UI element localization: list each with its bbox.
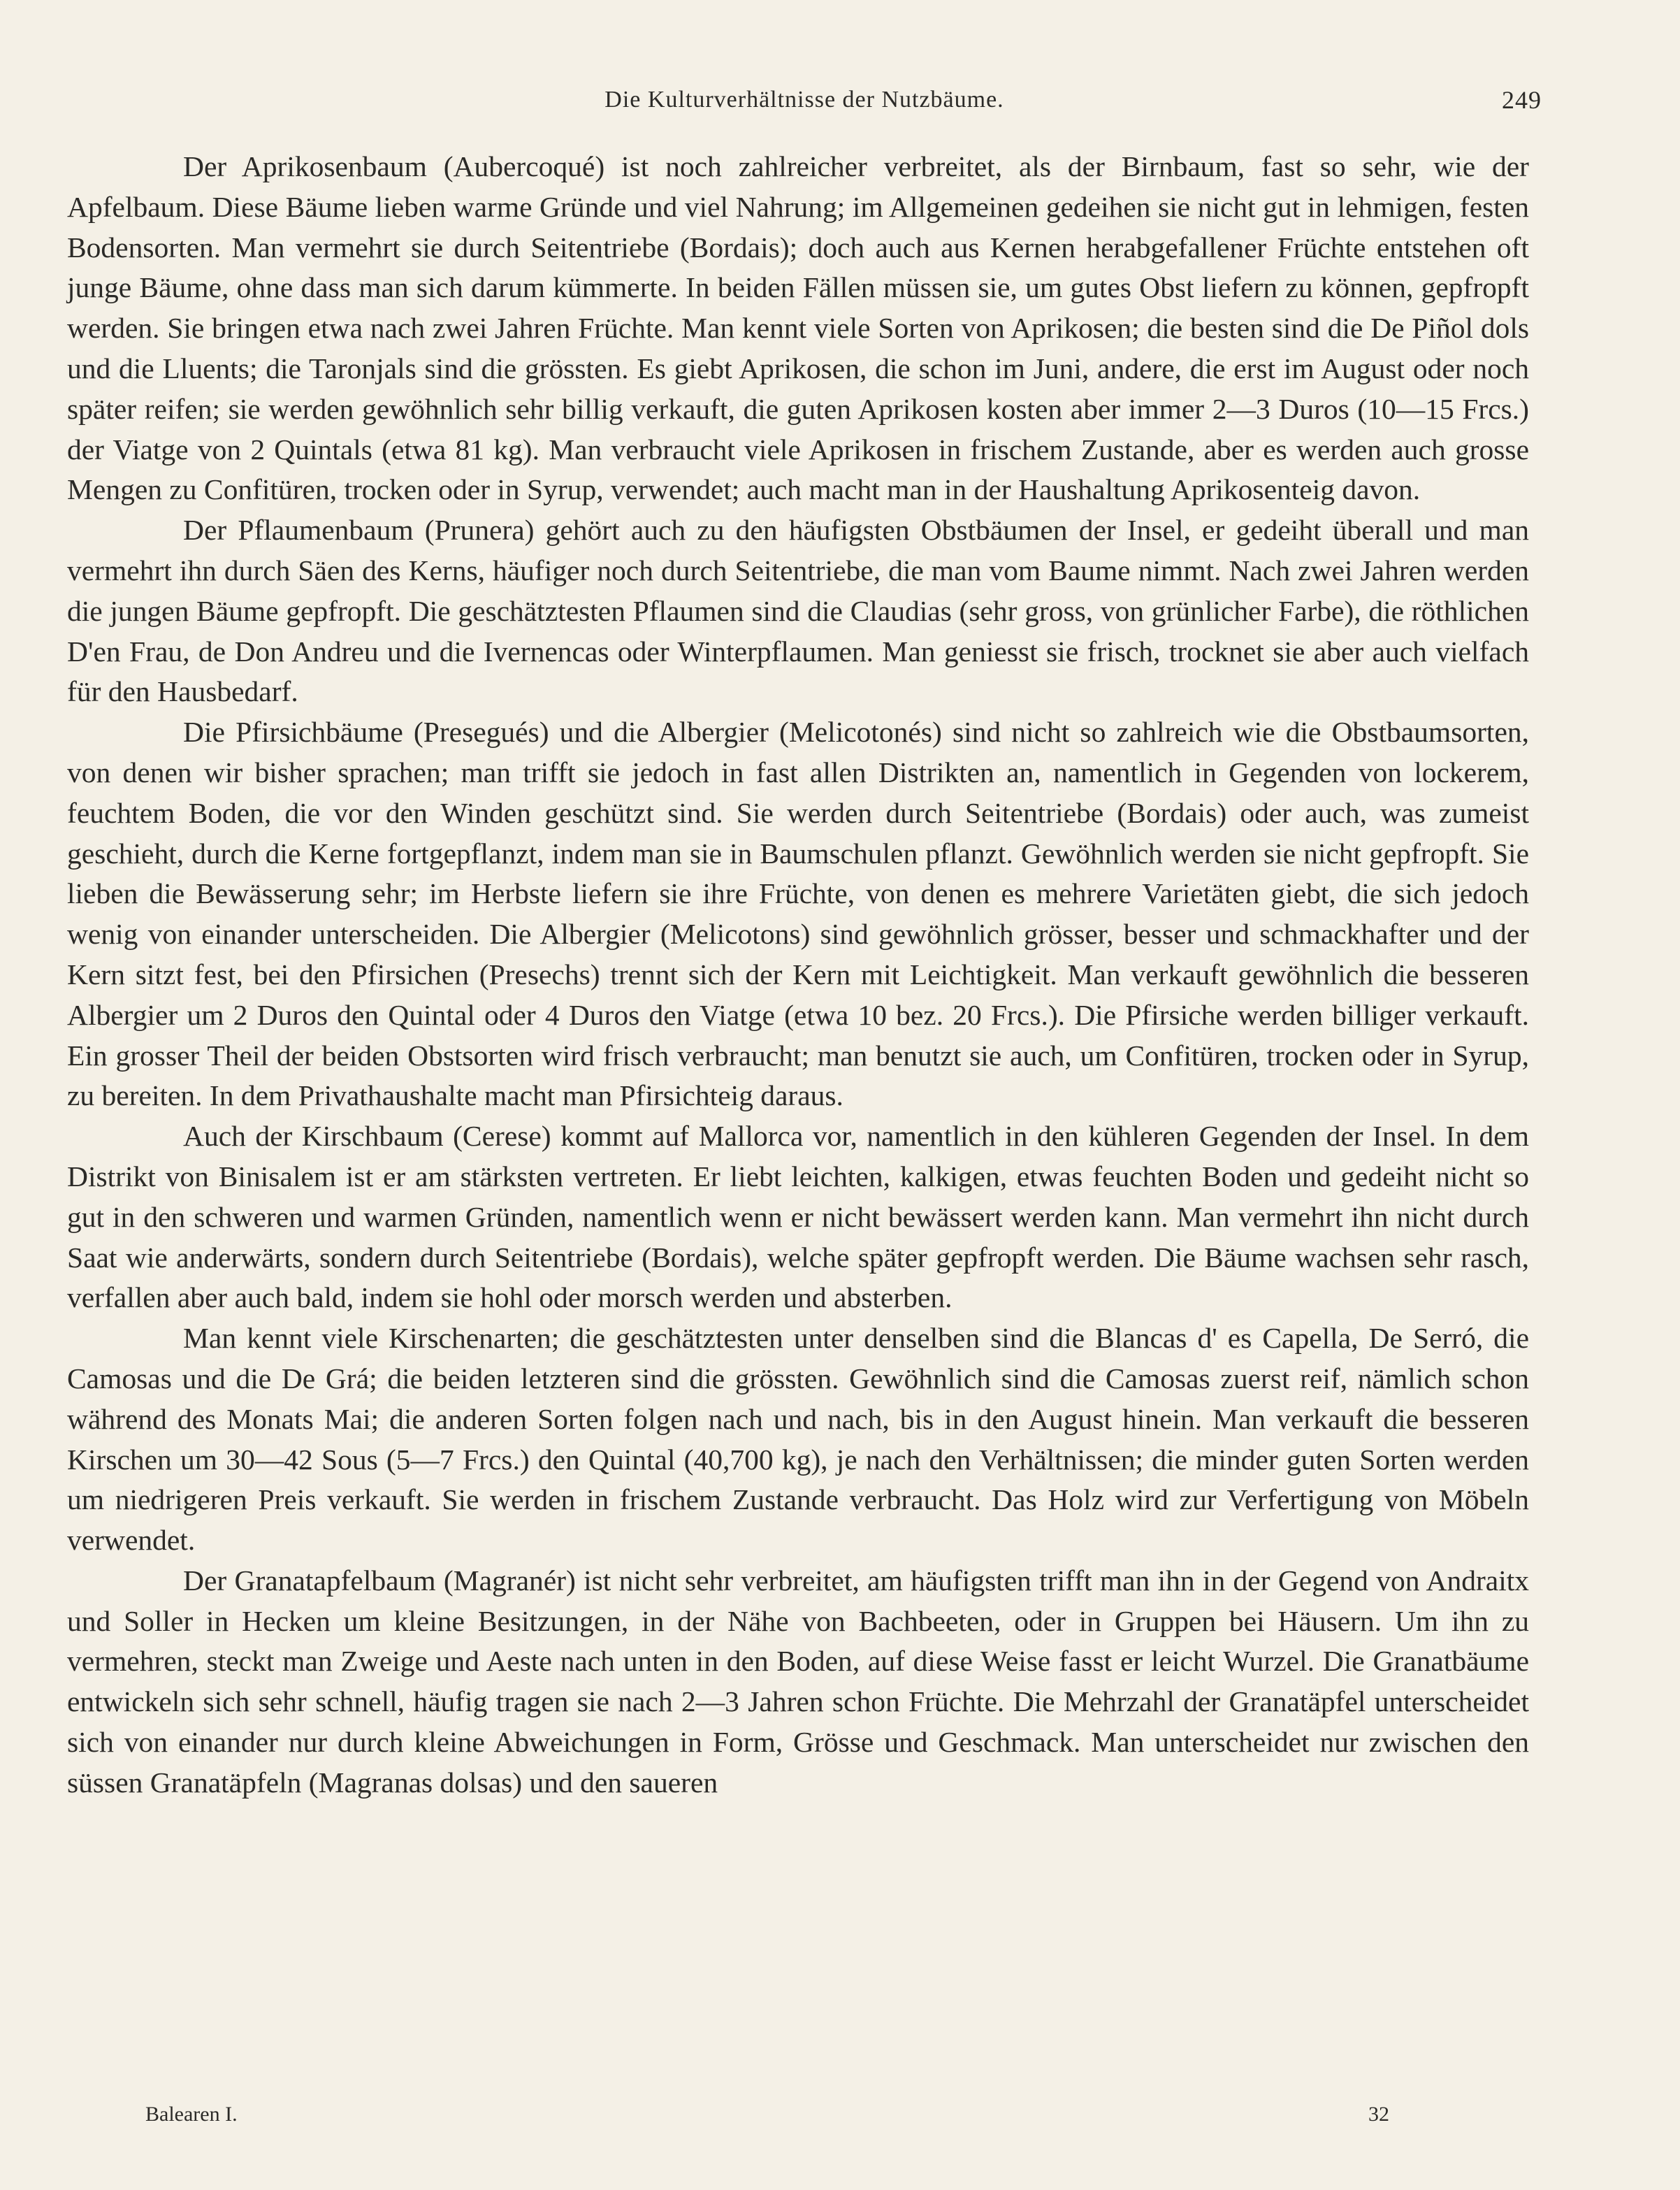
footer	[145, 2103, 1389, 2138]
running-title: Die Kulturverhältnisse der Nutzbäume.	[604, 87, 1004, 113]
body-text	[67, 147, 1529, 1803]
paragraph-plum: Der Pflaumenbaum (Prunera) gehört auch zu den häufigsten Obstbäumen der Insel, er gedeiht überall und man vermehrt ihn durch Säen des Kerns, häufiger noch durch Seitentriebe, die man vom Baume nimmt. Nach zwei Jahren werden die jungen Bäume gepfropft. Die geschätztesten Pflaumen sind die Claudias (sehr gross, von grünlicher Farbe), die röthlichen D'en Frau, de Don Andreu und die Ivernencas oder Winterpflaumen. Man geniesst sie frisch, trocknet sie aber auch vielfach für den Hausbedarf.	[67, 514, 1529, 708]
page-number: 249	[1502, 86, 1542, 114]
paragraph-apricot: Der Aprikosenbaum (Aubercoqué) ist noch zahlreicher verbreitet, als der Birnbaum, fast so sehr, wie der Apfelbaum. Diese Bäume lieben warme Gründe und viel Nahrung; im Allgemeinen gedeihen sie nicht gut in lehmigen, festen Bodensorten. Man vermehrt sie durch Seitentriebe (Bordais); doch auch aus Kernen herabgefallener Früchte entstehen oft junge Bäume, ohne dass man sich darum kümmerte. In beiden Fällen müssen sie, um gutes Obst liefern zu können, gepfropft werden. Sie bringen etwa nach zwei Jahren Früchte. Man kennt viele Sorten von Aprikosen; die besten sind die De Piñol dols und die Lluents; die Taronjals sind die grössten. Es giebt Aprikosen, die schon im Juni, andere, die erst im August oder noch später reifen; sie werden gewöhnlich sehr billig verkauft, die guten Aprikosen kosten aber immer 2—3 Duros (10—15 Frcs.) der Viatge von 2 Quintals (etwa 81 kg). Man verbraucht viele Aprikosen in frischem Zustande, aber es werden auch grosse Mengen zu Confitüren, trocken oder in Syrup, verwendet; auch macht man in der Haushaltung Aprikosenteig davon.	[67, 150, 1529, 506]
paragraph-pomegranate: Der Granatapfelbaum (Magranér) ist nicht sehr verbreitet, am häufigsten trifft man ihn in der Gegend von Andraitx und Soller in Hecken um kleine Besitzungen, in der Nähe von Bachbeeten, oder in Gruppen bei Häusern. Um ihn zu vermehren, steckt man Zweige und Aeste nach unten in den Boden, auf diese Weise fasst er leicht Wurzel. Die Granatbäume entwickeln sich sehr schnell, häufig tragen sie nach 2—3 Jahren schon Früchte. Die Mehrzahl der Granatäpfel unterscheidet sich von einander nur durch kleine Abweichungen in Form, Grösse und Geschmack. Man unterscheidet nur zwischen den süssen Granatäpfeln (Magranas dolsas) und den saueren	[67, 1564, 1529, 1799]
footer-signature-number: 32	[1368, 2103, 1389, 2126]
paragraph-cherry-varieties: Man kennt viele Kirschenarten; die geschätztesten unter denselben sind die Blancas d' es Capella, De Serró, die Camosas und die De Grá; die beiden letzteren sind die grössten. Gewöhnlich sind die Camosas zuerst reif, nämlich schon während des Monats Mai; die anderen Sorten folgen nach und nach, bis in den August hinein. Man verkauft die besseren Kirschen um 30—42 Sous (5—7 Frcs.) den Quintal (40,700 kg), je nach den Verhältnissen; die minder guten Sorten werden um niedrigeren Preis verkauft. Sie werden in frischem Zustande verbraucht. Das Holz wird zur Verfertigung von Möbeln verwendet.	[67, 1322, 1529, 1557]
paragraph-cherry: Auch der Kirschbaum (Cerese) kommt auf Mallorca vor, namentlich in den kühleren Gegenden der Insel. In dem Distrikt von Binisalem ist er am stärksten vertreten. Er liebt leichten, kalkigen, etwas feuchten Boden und gedeiht nicht so gut in den schweren und warmen Gründen, namentlich wenn er nicht bewässert werden kann. Man vermehrt ihn nicht durch Saat wie anderwärts, sondern durch Seitentriebe (Bordais), welche später gepfropft werden. Die Bäume wachsen sehr rasch, verfallen aber auch bald, indem sie hohl oder morsch werden und absterben.	[67, 1120, 1529, 1314]
footer-signature-title: Balearen I.	[145, 2103, 238, 2126]
paragraph-peach: Die Pfirsichbäume (Presegués) und die Albergier (Melicotonés) sind nicht so zahlreich wie die Obstbaumsorten, von denen wir bisher sprachen; man trifft sie jedoch in fast allen Distrikten an, namentlich in Gegenden von lockerem, feuchtem Boden, die vor den Winden geschützt sind. Sie werden durch Seitentriebe (Bordais) oder auch, was zumeist geschieht, durch die Kerne fortgepflanzt, indem man sie in Baumschulen pflanzt. Gewöhnlich werden sie nicht gepfropft. Sie lieben die Bewässerung sehr; im Herbste liefern sie ihre Früchte, von denen es mehrere Varietäten giebt, die sich jedoch wenig von einander unterscheiden. Die Albergier (Melicotons) sind gewöhnlich grösser, besser und schmackhafter und der Kern sitzt fest, bei den Pfirsichen (Presechs) trennt sich der Kern mit Leichtigkeit. Man verkauft gewöhnlich die besseren Albergier um 2 Duros den Quintal oder 4 Duros den Viatge (etwa 10 bez. 20 Frcs.). Die Pfirsiche werden billiger verkauft. Ein grosser Theil der beiden Obstsorten wird frisch verbraucht; man benutzt sie auch, um Confitüren, trocken oder in Syrup, zu bereiten. In dem Privathaushalte macht man Pfirsichteig daraus.	[67, 716, 1529, 1112]
running-head	[67, 82, 1542, 117]
